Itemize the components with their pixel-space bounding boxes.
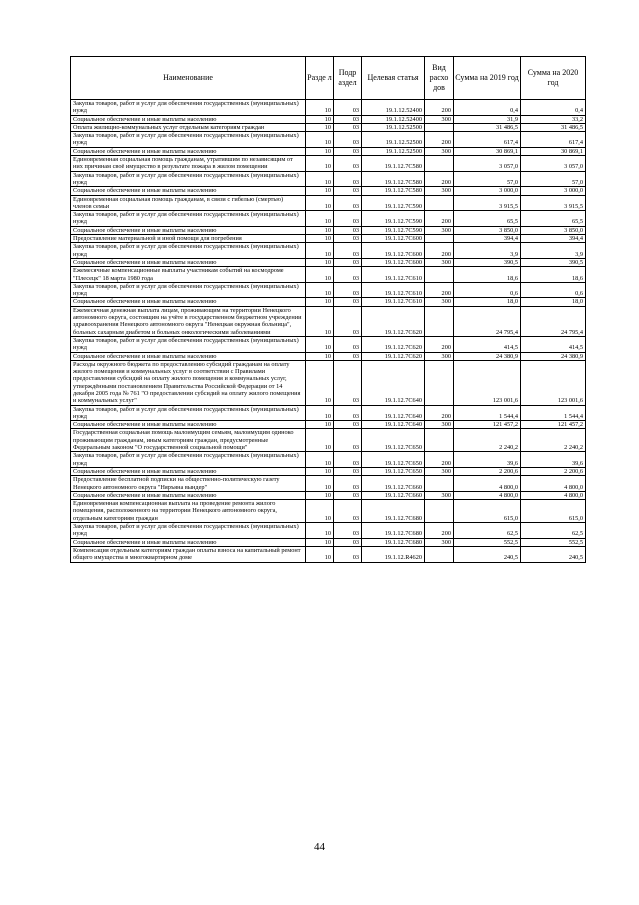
row-sum-2020: 3 000,0 — [521, 187, 586, 195]
row-type: 300 — [425, 538, 454, 546]
row-name: Закупка товаров, работ и услуг для обеспечения государственных (муниципальных) нужд — [71, 243, 306, 259]
table-row — [71, 211, 586, 227]
row-target: 19.1.12.7С650 — [362, 429, 425, 452]
row-type — [425, 235, 454, 243]
header-sum-2019: Сумма на 2019 год — [454, 57, 521, 100]
row-sum-2020: 39,6 — [521, 452, 586, 468]
row-target: 19.1.12.7С660 — [362, 476, 425, 492]
row-target: 19.1.12.7С680 — [362, 500, 425, 523]
row-section: 10 — [306, 405, 334, 421]
row-type — [425, 195, 454, 211]
row-type: 200 — [425, 282, 454, 298]
row-type — [425, 429, 454, 452]
table-row — [71, 405, 586, 421]
row-sum-2020: 552,5 — [521, 538, 586, 546]
row-target: 19.1.12.7С650 — [362, 452, 425, 468]
row-sum-2019: 4 800,0 — [454, 491, 521, 499]
row-section: 10 — [306, 523, 334, 539]
row-sum-2019: 3 000,0 — [454, 187, 521, 195]
row-section: 10 — [306, 100, 334, 116]
row-subsection: 03 — [334, 235, 362, 243]
row-sum-2019: 2 200,6 — [454, 467, 521, 475]
row-section: 10 — [306, 147, 334, 155]
row-type: 200 — [425, 336, 454, 352]
row-subsection: 03 — [334, 476, 362, 492]
row-sum-2019: 0,6 — [454, 282, 521, 298]
row-name: Компенсация отдельным категориям граждан оплаты взноса на капитальный ремонт общего имущества в многоквартирном доме — [71, 546, 306, 562]
row-type: 200 — [425, 243, 454, 259]
row-target: 19.1.12.52400 — [362, 115, 425, 123]
row-type: 200 — [425, 171, 454, 187]
row-subsection: 03 — [334, 187, 362, 195]
table-row — [71, 421, 586, 429]
row-sum-2020: 3 057,0 — [521, 156, 586, 172]
row-subsection: 03 — [334, 467, 362, 475]
row-sum-2020: 18,6 — [521, 267, 586, 283]
row-section: 10 — [306, 132, 334, 148]
row-sum-2019: 617,4 — [454, 132, 521, 148]
row-name: Социальное обеспечение и иные выплаты населению — [71, 115, 306, 123]
row-target: 19.1.12.7С580 — [362, 156, 425, 172]
row-section: 10 — [306, 226, 334, 234]
table-row — [71, 429, 586, 452]
row-type: 200 — [425, 452, 454, 468]
table-row — [71, 171, 586, 187]
row-subsection: 03 — [334, 243, 362, 259]
row-type: 300 — [425, 298, 454, 306]
row-section: 10 — [306, 195, 334, 211]
table-row — [71, 298, 586, 306]
row-name: Закупка товаров, работ и услуг для обеспечения государственных (муниципальных) нужд — [71, 211, 306, 227]
row-section: 10 — [306, 352, 334, 360]
row-subsection: 03 — [334, 429, 362, 452]
row-sum-2019: 615,0 — [454, 500, 521, 523]
row-target: 19.1.12.7С640 — [362, 421, 425, 429]
row-type — [425, 500, 454, 523]
row-target: 19.1.12.52500 — [362, 132, 425, 148]
table-row — [71, 100, 586, 116]
row-name: Закупка товаров, работ и услуг для обеспечения государственных (муниципальных) нужд — [71, 171, 306, 187]
row-name: Ежемесячная денежная выплата лицам, проживающим на территории Ненецкого автономного округа, состоящим на учёте в государственном бюджетном учреждении здравоохранения Ненецкого автономного округа "Ненецкая окружная больница", больных сахарным диабетом и больных онкологическими заболеваниями — [71, 306, 306, 336]
row-type: 200 — [425, 211, 454, 227]
row-section: 10 — [306, 282, 334, 298]
row-sum-2020: 390,5 — [521, 258, 586, 266]
row-type: 200 — [425, 523, 454, 539]
row-name: Расходы окружного бюджета по предоставлению субсидий гражданам на оплату жилого помещения и коммунальных услуг в соответствии с Правилами предоставления субсидий на оплату жилого помещения и коммунальных услуг, утверждёнными постановлением Правительства Российской Федерации от 14 декабря 2005 года № 761 "О предоставлении субсидий на оплату жилого помещения и коммунальных услуг" — [71, 360, 306, 405]
table-row — [71, 360, 586, 405]
header-section: Разде л — [306, 57, 334, 100]
row-name: Единовременная социальная помощь гражданам, в связи с гибелью (смертью) членов семьи — [71, 195, 306, 211]
row-target: 19.1.12.7С620 — [362, 352, 425, 360]
row-sum-2019: 3 057,0 — [454, 156, 521, 172]
row-subsection: 03 — [334, 360, 362, 405]
row-sum-2020: 394,4 — [521, 235, 586, 243]
row-sum-2019: 2 240,2 — [454, 429, 521, 452]
row-sum-2020: 24 380,9 — [521, 352, 586, 360]
row-type: 300 — [425, 491, 454, 499]
row-type — [425, 123, 454, 131]
row-name: Предоставление бесплатной подписки на общественно-политическую газету Ненецкого автономного округа "Няръяна вындер" — [71, 476, 306, 492]
row-section: 10 — [306, 421, 334, 429]
row-section: 10 — [306, 267, 334, 283]
row-section: 10 — [306, 546, 334, 562]
table-row — [71, 258, 586, 266]
table-row — [71, 147, 586, 155]
row-section: 10 — [306, 538, 334, 546]
row-target: 19.1.12.52500 — [362, 123, 425, 131]
row-type: 200 — [425, 100, 454, 116]
row-subsection: 03 — [334, 538, 362, 546]
row-section: 10 — [306, 298, 334, 306]
row-sum-2020: 617,4 — [521, 132, 586, 148]
row-sum-2019: 31,9 — [454, 115, 521, 123]
row-target: 19.1.12.52400 — [362, 100, 425, 116]
row-section: 10 — [306, 258, 334, 266]
table-row — [71, 226, 586, 234]
row-name: Социальное обеспечение и иные выплаты населению — [71, 187, 306, 195]
row-section: 10 — [306, 156, 334, 172]
row-sum-2020: 2 200,6 — [521, 467, 586, 475]
row-type: 300 — [425, 115, 454, 123]
table-row — [71, 306, 586, 336]
row-section: 10 — [306, 429, 334, 452]
row-type: 300 — [425, 226, 454, 234]
row-section: 10 — [306, 187, 334, 195]
row-target: 19.1.12.7С590 — [362, 211, 425, 227]
row-sum-2020: 24 795,4 — [521, 306, 586, 336]
row-section: 10 — [306, 336, 334, 352]
row-name: Социальное обеспечение и иные выплаты населению — [71, 421, 306, 429]
row-sum-2020: 3 915,5 — [521, 195, 586, 211]
row-sum-2020: 4 800,0 — [521, 476, 586, 492]
row-name: Закупка товаров, работ и услуг для обеспечения государственных (муниципальных) нужд — [71, 132, 306, 148]
table-row — [71, 500, 586, 523]
row-subsection: 03 — [334, 123, 362, 131]
table-row — [71, 132, 586, 148]
row-subsection: 03 — [334, 298, 362, 306]
row-name: Закупка товаров, работ и услуг для обеспечения государственных (муниципальных) нужд — [71, 336, 306, 352]
row-subsection: 03 — [334, 226, 362, 234]
row-subsection: 03 — [334, 546, 362, 562]
row-target: 19.1.12.7С600 — [362, 258, 425, 266]
row-name: Государственная социальная помощь малоимущим семьям, малоимущим одиноко проживающим гражданам, иным категориям граждан, предусмотренные Федеральным законом "О государственной социальной помощи" — [71, 429, 306, 452]
row-type — [425, 267, 454, 283]
row-sum-2019: 1 544,4 — [454, 405, 521, 421]
row-sum-2019: 552,5 — [454, 538, 521, 546]
row-name: Социальное обеспечение и иные выплаты населению — [71, 258, 306, 266]
row-target: 19.1.12.7С620 — [362, 336, 425, 352]
row-sum-2020: 18,0 — [521, 298, 586, 306]
row-target: 19.1.12.7С590 — [362, 195, 425, 211]
row-section: 10 — [306, 452, 334, 468]
row-sum-2019: 3 915,5 — [454, 195, 521, 211]
row-section: 10 — [306, 360, 334, 405]
row-section: 10 — [306, 123, 334, 131]
row-name: Закупка товаров, работ и услуг для обеспечения государственных (муниципальных) нужд — [71, 452, 306, 468]
row-name: Оплата жилищно-коммунальных услуг отдельным категориям граждан — [71, 123, 306, 131]
row-sum-2020: 414,5 — [521, 336, 586, 352]
row-sum-2020: 2 240,2 — [521, 429, 586, 452]
row-sum-2019: 4 800,0 — [454, 476, 521, 492]
row-target: 19.1.12.7С610 — [362, 282, 425, 298]
row-type: 300 — [425, 147, 454, 155]
row-subsection: 03 — [334, 147, 362, 155]
row-subsection: 03 — [334, 523, 362, 539]
row-section: 10 — [306, 491, 334, 499]
table-row — [71, 187, 586, 195]
row-subsection: 03 — [334, 115, 362, 123]
row-subsection: 03 — [334, 267, 362, 283]
row-type — [425, 360, 454, 405]
row-target: 19.1.12.7С600 — [362, 243, 425, 259]
row-subsection: 03 — [334, 352, 362, 360]
row-sum-2020: 0,6 — [521, 282, 586, 298]
row-sum-2020: 62,5 — [521, 523, 586, 539]
row-subsection: 03 — [334, 452, 362, 468]
row-sum-2019: 414,5 — [454, 336, 521, 352]
row-subsection: 03 — [334, 306, 362, 336]
row-subsection: 03 — [334, 195, 362, 211]
row-section: 10 — [306, 171, 334, 187]
row-target: 19.1.12.7С640 — [362, 405, 425, 421]
header-name: Наименование — [71, 57, 306, 100]
row-subsection: 03 — [334, 156, 362, 172]
row-type — [425, 156, 454, 172]
row-subsection: 03 — [334, 171, 362, 187]
row-sum-2020: 123 001,6 — [521, 360, 586, 405]
row-target: 19.1.12.7С590 — [362, 226, 425, 234]
header-type: Вид расхо дов — [425, 57, 454, 100]
row-sum-2019: 240,5 — [454, 546, 521, 562]
row-target: 19.1.12.52500 — [362, 147, 425, 155]
row-subsection: 03 — [334, 421, 362, 429]
row-subsection: 03 — [334, 100, 362, 116]
table-row — [71, 476, 586, 492]
row-name: Закупка товаров, работ и услуг для обеспечения государственных (муниципальных) нужд — [71, 100, 306, 116]
table-body — [71, 100, 586, 563]
table-row — [71, 282, 586, 298]
row-section: 10 — [306, 243, 334, 259]
row-sum-2019: 24 795,4 — [454, 306, 521, 336]
row-sum-2019: 31 486,5 — [454, 123, 521, 131]
row-type: 300 — [425, 421, 454, 429]
row-type: 300 — [425, 258, 454, 266]
row-type — [425, 546, 454, 562]
row-target: 19.1.12.7С600 — [362, 235, 425, 243]
row-type — [425, 476, 454, 492]
row-type: 300 — [425, 352, 454, 360]
row-section: 10 — [306, 476, 334, 492]
header-target: Целевая статья — [362, 57, 425, 100]
row-name: Социальное обеспечение и иные выплаты населению — [71, 147, 306, 155]
row-target: 19.1.12.R4620 — [362, 546, 425, 562]
table-row — [71, 243, 586, 259]
row-sum-2019: 0,4 — [454, 100, 521, 116]
table-row — [71, 467, 586, 475]
table-row — [71, 452, 586, 468]
table-row — [71, 115, 586, 123]
row-name: Единовременная компенсационная выплата на проведение ремонта жилого помещения, расположенного на территории Ненецкого автономного округа, отдельным категориям граждан — [71, 500, 306, 523]
row-type: 200 — [425, 405, 454, 421]
row-sum-2020: 0,4 — [521, 100, 586, 116]
row-name: Социальное обеспечение и иные выплаты населению — [71, 352, 306, 360]
row-target: 19.1.12.7С640 — [362, 360, 425, 405]
row-sum-2019: 18,6 — [454, 267, 521, 283]
row-sum-2019: 3,9 — [454, 243, 521, 259]
header-subsection: Подр аздел — [334, 57, 362, 100]
row-subsection: 03 — [334, 500, 362, 523]
row-target: 19.1.12.7С620 — [362, 306, 425, 336]
table-row — [71, 538, 586, 546]
row-sum-2019: 57,0 — [454, 171, 521, 187]
row-sum-2020: 57,0 — [521, 171, 586, 187]
row-section: 10 — [306, 235, 334, 243]
table-row — [71, 156, 586, 172]
row-section: 10 — [306, 467, 334, 475]
row-name: Ежемесячные компенсационные выплаты участникам событий на космодроме "Плесецк" 18 марта 1980 года — [71, 267, 306, 283]
row-name: Закупка товаров, работ и услуг для обеспечения государственных (муниципальных) нужд — [71, 282, 306, 298]
row-name: Закупка товаров, работ и услуг для обеспечения государственных (муниципальных) нужд — [71, 523, 306, 539]
row-type: 300 — [425, 187, 454, 195]
row-sum-2020: 33,2 — [521, 115, 586, 123]
row-sum-2020: 1 544,4 — [521, 405, 586, 421]
row-name: Социальное обеспечение и иные выплаты населению — [71, 491, 306, 499]
table-row — [71, 195, 586, 211]
row-target: 19.1.12.7С680 — [362, 523, 425, 539]
row-sum-2019: 24 380,9 — [454, 352, 521, 360]
row-sum-2019: 39,6 — [454, 452, 521, 468]
row-target: 19.1.12.7С660 — [362, 491, 425, 499]
row-sum-2019: 30 869,1 — [454, 147, 521, 155]
row-sum-2020: 3 850,0 — [521, 226, 586, 234]
row-subsection: 03 — [334, 491, 362, 499]
table-row — [71, 336, 586, 352]
row-subsection: 03 — [334, 282, 362, 298]
row-name: Социальное обеспечение и иные выплаты населению — [71, 298, 306, 306]
row-target: 19.1.12.7С610 — [362, 298, 425, 306]
row-name: Предоставление материальной и иной помощи для погребения — [71, 235, 306, 243]
row-subsection: 03 — [334, 336, 362, 352]
budget-table — [70, 56, 586, 563]
row-sum-2019: 390,5 — [454, 258, 521, 266]
row-sum-2020: 65,5 — [521, 211, 586, 227]
row-name: Закупка товаров, работ и услуг для обеспечения государственных (муниципальных) нужд — [71, 405, 306, 421]
row-sum-2019: 65,5 — [454, 211, 521, 227]
row-target: 19.1.12.7С580 — [362, 187, 425, 195]
table-row — [71, 546, 586, 562]
row-name: Социальное обеспечение и иные выплаты населению — [71, 538, 306, 546]
row-type: 300 — [425, 467, 454, 475]
row-sum-2020: 615,0 — [521, 500, 586, 523]
row-section: 10 — [306, 211, 334, 227]
row-subsection: 03 — [334, 258, 362, 266]
row-name: Социальное обеспечение и иные выплаты населению — [71, 226, 306, 234]
row-sum-2020: 240,5 — [521, 546, 586, 562]
row-sum-2019: 62,5 — [454, 523, 521, 539]
table-row — [71, 491, 586, 499]
row-sum-2020: 3,9 — [521, 243, 586, 259]
row-section: 10 — [306, 115, 334, 123]
row-subsection: 03 — [334, 405, 362, 421]
row-sum-2019: 394,4 — [454, 235, 521, 243]
table-header-row — [71, 57, 586, 100]
table-row — [71, 123, 586, 131]
row-type — [425, 306, 454, 336]
row-sum-2020: 121 457,2 — [521, 421, 586, 429]
row-target: 19.1.12.7С680 — [362, 538, 425, 546]
page-number: 44 — [314, 841, 325, 853]
row-section: 10 — [306, 500, 334, 523]
row-sum-2020: 4 800,0 — [521, 491, 586, 499]
row-sum-2019: 121 457,2 — [454, 421, 521, 429]
row-subsection: 03 — [334, 132, 362, 148]
row-sum-2019: 18,0 — [454, 298, 521, 306]
row-name: Социальное обеспечение и иные выплаты населению — [71, 467, 306, 475]
row-target: 19.1.12.7С650 — [362, 467, 425, 475]
row-name: Единовременная социальная помощь гражданам, утратившим по независящим от них причинам своё имущество в результате пожара в жилом помещении — [71, 156, 306, 172]
row-target: 19.1.12.7С580 — [362, 171, 425, 187]
row-section: 10 — [306, 306, 334, 336]
row-sum-2020: 30 869,1 — [521, 147, 586, 155]
header-sum-2020: Сумма на 2020 год — [521, 57, 586, 100]
table-row — [71, 523, 586, 539]
table-row — [71, 267, 586, 283]
row-target: 19.1.12.7С610 — [362, 267, 425, 283]
row-type: 200 — [425, 132, 454, 148]
row-sum-2020: 31 486,5 — [521, 123, 586, 131]
table-row — [71, 352, 586, 360]
row-subsection: 03 — [334, 211, 362, 227]
row-sum-2019: 123 001,6 — [454, 360, 521, 405]
row-sum-2019: 3 850,0 — [454, 226, 521, 234]
table-row — [71, 235, 586, 243]
